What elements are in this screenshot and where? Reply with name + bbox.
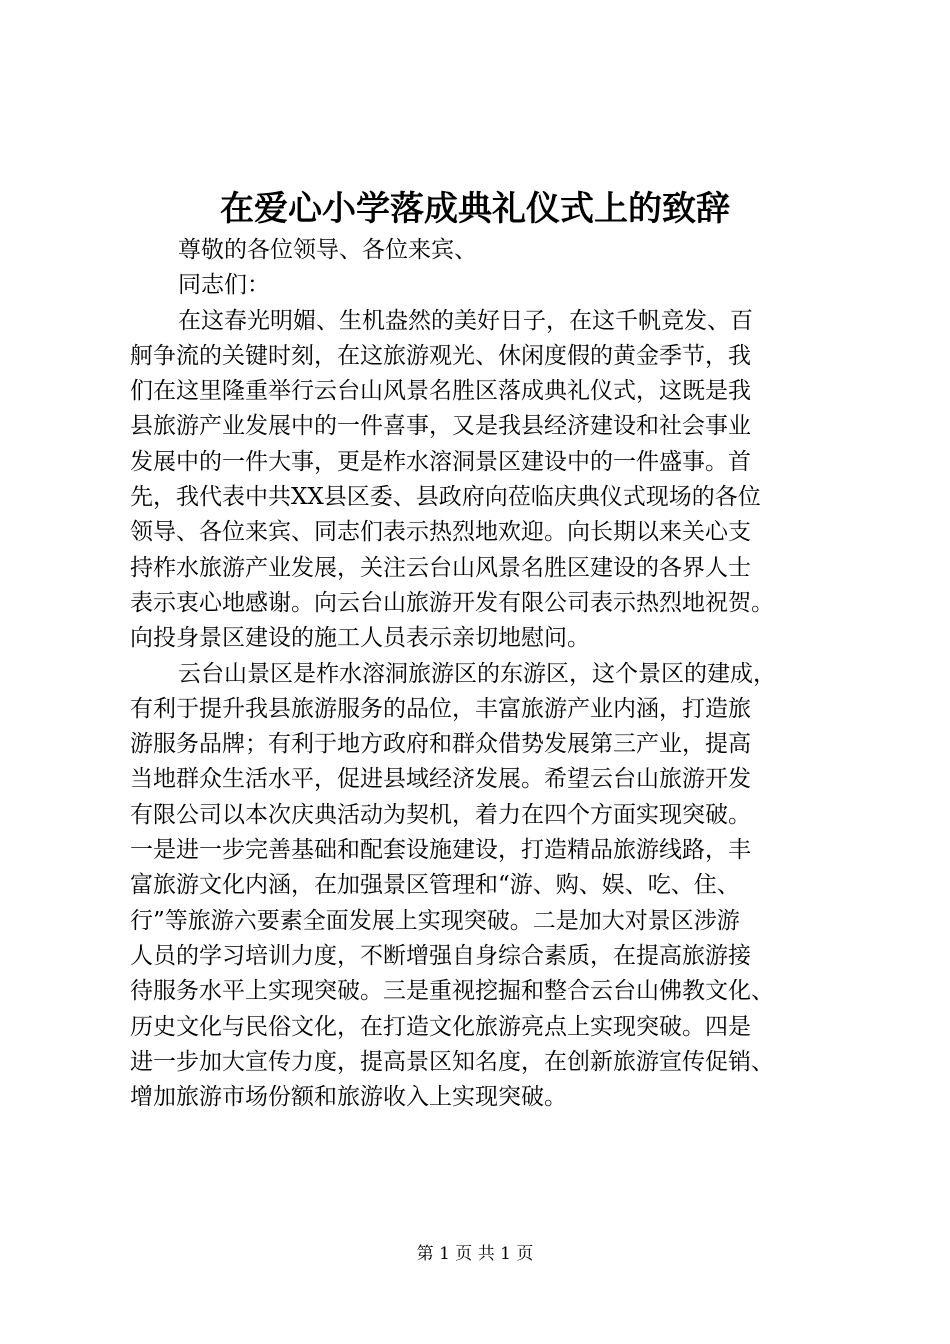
text-line: 有利于提升我县旅游服务的品位，丰富旅游产业内涵，打造旅 (130, 695, 751, 722)
text-line: 在这春光明媚、生机盎然的美好日子，在这千帆竞发、百 (178, 307, 753, 334)
text-line: 云台山景区是柞水溶洞旅游区的东游区，这个景区的建成， (178, 660, 776, 687)
text-line: 同志们： (178, 272, 270, 299)
text-line: 一是进一步完善基础和配套设施建设，打造精品旅游线路，丰 (130, 837, 751, 864)
text-line: 有限公司以本次庆典活动为契机，着力在四个方面实现突破。 (130, 801, 751, 828)
document-title: 在爱心小学落成典礼仪式上的致辞 (220, 189, 730, 229)
text-line: 们在这里隆重举行云台山风景名胜区落成典礼仪式，这既是我 (130, 378, 751, 405)
text-line: 富旅游文化内涵，在加强景区管理和“游、购、娱、吃、住、 (130, 872, 740, 899)
text-line: 行”等旅游六要素全面发展上实现突破。二是加大对景区涉游 (130, 907, 740, 934)
text-line: 增加旅游市场份额和旅游收入上实现突破。 (130, 1084, 567, 1111)
text-line: 表示衷心地感谢。向云台山旅游开发有限公司表示热烈地祝贺。 (130, 589, 774, 616)
text-line: 先，我代表中共XX县区委、县政府向莅临庆典仪式现场的各位 (130, 484, 761, 511)
text-line: 县旅游产业发展中的一件喜事，又是我县经济建设和社会事业 (130, 413, 751, 440)
text-line: 发展中的一件大事，更是柞水溶洞景区建设中的一件盛事。首 (130, 448, 751, 475)
page-footer: 第 1 页 共 1 页 (416, 1244, 534, 1264)
text-line: 游服务品牌；有利于地方政府和群众借势发展第三产业，提高 (130, 731, 751, 758)
text-line: 历史文化与民俗文化，在打造文化旅游亮点上实现突破。四是 (130, 1013, 751, 1040)
text-line: 进一步加大宣传力度，提高景区知名度，在创新旅游宣传促销、 (130, 1048, 774, 1075)
text-line: 持柞水旅游产业发展，关注云台山风景名胜区建设的各界人士 (130, 554, 751, 581)
text-line: 人员的学习培训力度，不断增强自身综合素质，在提高旅游接 (130, 942, 751, 969)
text-line: 尊敬的各位领导、各位来宾、 (178, 237, 477, 263)
text-line: 当地群众生活水平，促进县域经济发展。希望云台山旅游开发 (130, 766, 751, 793)
text-line: 舸争流的关键时刻，在这旅游观光、休闲度假的黄金季节，我 (130, 342, 751, 369)
text-line: 向投身景区建设的施工人员表示亲切地慰问。 (130, 625, 590, 652)
text-line: 领导、各位来宾、同志们表示热烈地欢迎。向长期以来关心支 (130, 519, 751, 546)
document-body (130, 233, 830, 1115)
text-line: 待服务水平上实现突破。三是重视挖掘和整合云台山佛教文化、 (130, 978, 774, 1005)
